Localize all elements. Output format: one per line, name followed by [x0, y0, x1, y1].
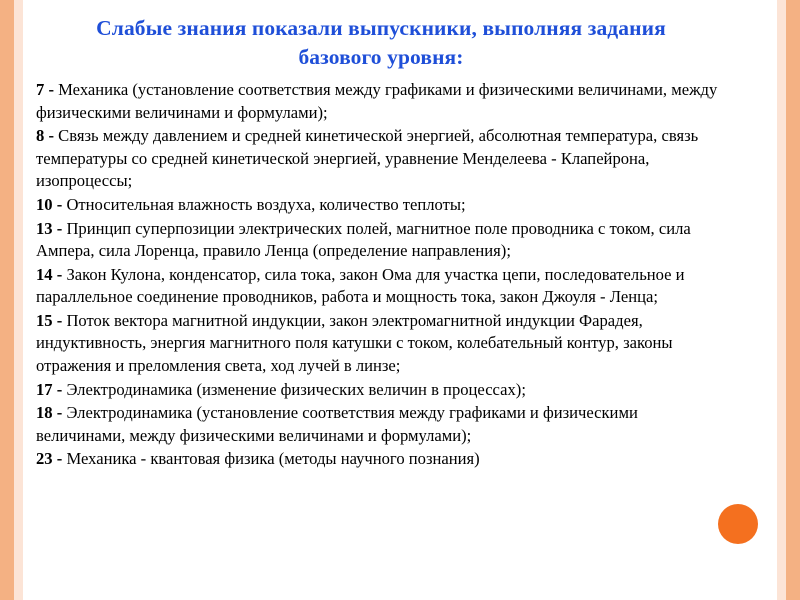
list-item: [36, 379, 726, 402]
slide-title: Слабые знания показали выпускники, выполняя задания базового уровня:: [96, 16, 666, 69]
list-item: [36, 218, 726, 263]
item-text: Связь между давлением и средней кинетической энергией, абсолютная температура, связь температуры со средней кинетической энергией, уравнение Менделеева - Клапейрона, изопроцессы;: [36, 126, 699, 191]
item-number: 14 -: [36, 264, 63, 284]
left-outer-decor-bar: [0, 0, 14, 600]
item-text: Механика (установление соответствия между графиками и физическими величинами, между физическими величинами и формулами);: [36, 80, 718, 122]
item-text: Относительная влажность воздуха, количество теплоты;: [66, 195, 466, 214]
item-number: 18 -: [36, 403, 63, 423]
item-number: 17 -: [36, 379, 63, 399]
list-item: [36, 402, 726, 447]
item-number: 7 -: [36, 80, 54, 100]
item-text: Электродинамика (изменение физических величин в процессах);: [66, 379, 526, 399]
list-item: [36, 310, 726, 378]
slide-content: [36, 14, 726, 472]
item-number: 23 -: [36, 449, 63, 469]
item-number: 8 -: [36, 126, 54, 146]
item-text: Механика - квантовая физика (методы научного познания): [66, 449, 480, 469]
item-number: 15 -: [36, 310, 63, 330]
item-text: Принцип суперпозиции электрических полей, магнитное поле проводника с током, сила Ампера, сила Лоренца, правило Ленца (определение направления);: [36, 218, 691, 261]
orange-circle-accent: [718, 504, 758, 544]
list-item: [36, 125, 726, 193]
topic-list: [36, 79, 726, 471]
item-number: 13 -: [36, 218, 63, 238]
right-inner-decor-bar: [777, 0, 786, 600]
list-item: [36, 448, 726, 471]
right-outer-decor-bar: [786, 0, 800, 600]
list-item: [36, 194, 726, 217]
item-text: Поток вектора магнитной индукции, закон электромагнитной индукции Фарадея, индуктивность, энергия магнитного поля катушки с током, колебательный контур, законы отражения и преломления света, ход лучей в линзе;: [36, 310, 673, 375]
left-inner-decor-bar: [14, 0, 23, 600]
list-item: [36, 264, 726, 309]
list-item: [36, 79, 726, 124]
item-number: 10 -: [36, 195, 63, 214]
item-text: Электродинамика (установление соответствия между графиками и физическими величинами, между физическими величинами и формулами);: [36, 403, 638, 445]
item-text: Закон Кулона, конденсатор, сила тока, закон Ома для участка цепи, последовательное и параллельное соединение проводников, работа и мощность тока, закон Джоуля - Ленца;: [36, 264, 685, 307]
